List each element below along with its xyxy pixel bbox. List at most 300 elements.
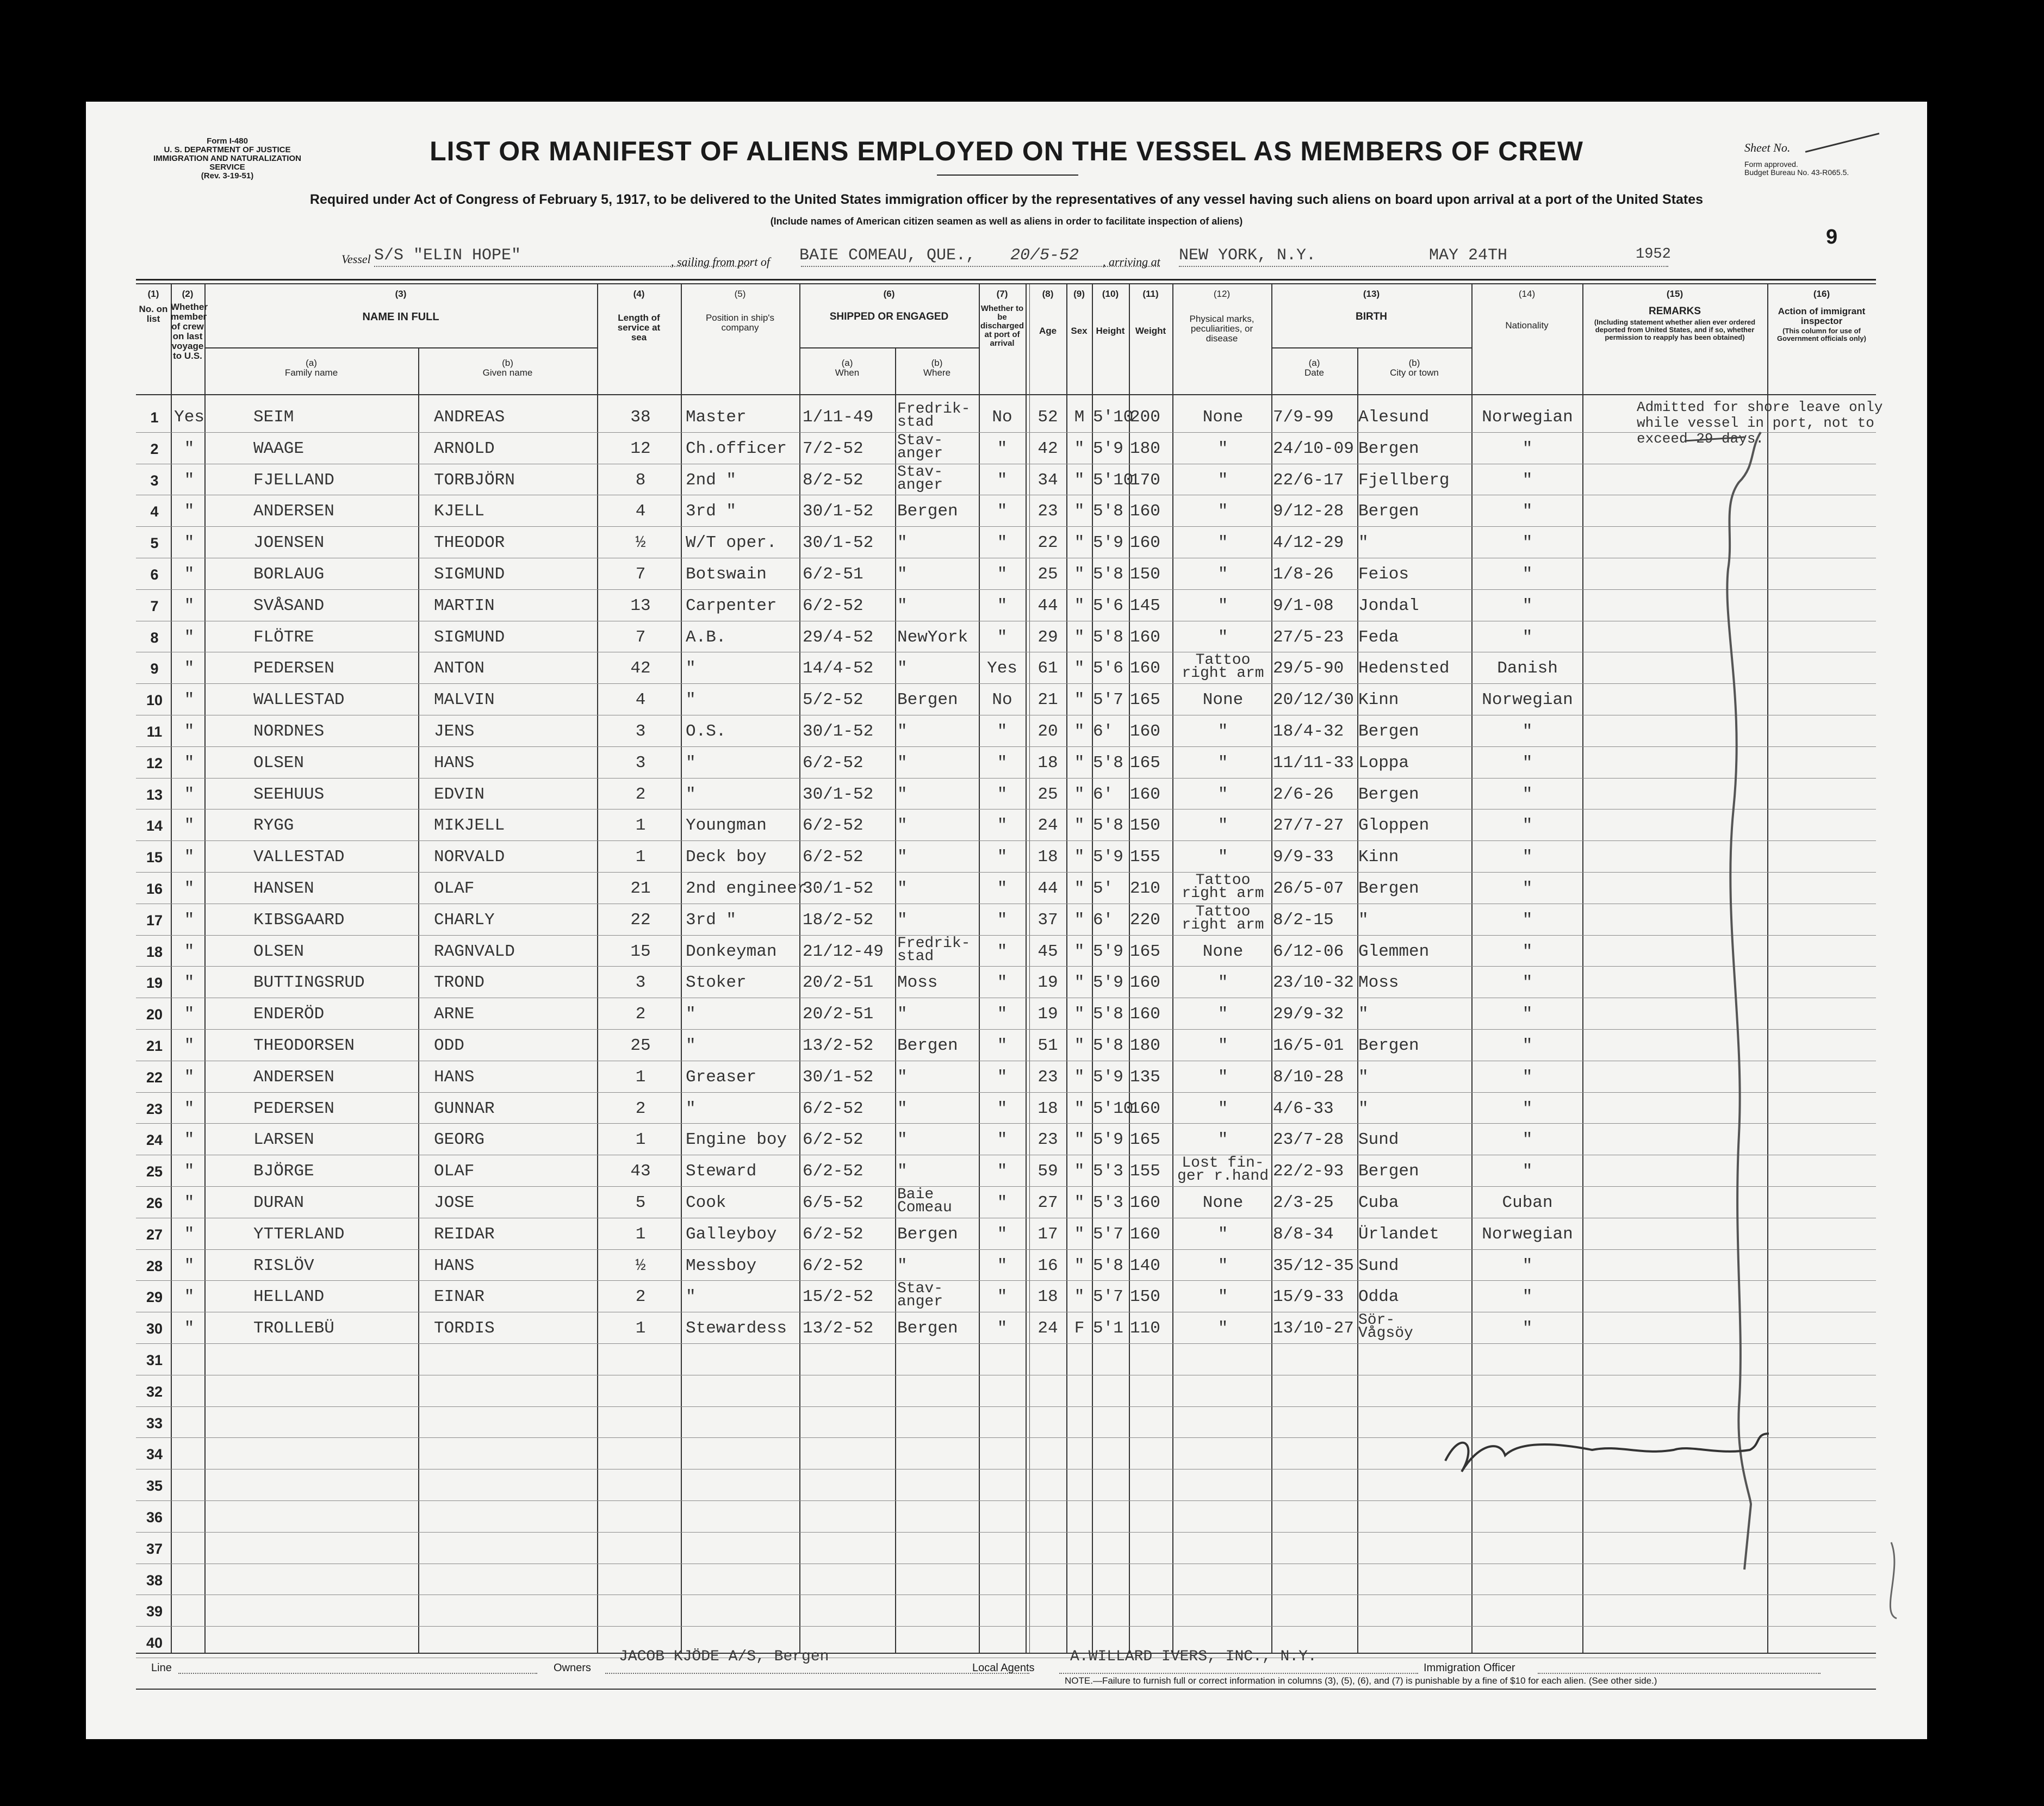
cell-sex: " — [1074, 910, 1085, 930]
cell-bdate: 26/5-07 — [1273, 879, 1344, 898]
cell-bcity: Loppa — [1358, 753, 1409, 773]
cell-marks: " — [1217, 502, 1228, 521]
cell-bcity: " — [1358, 1099, 1369, 1118]
cell-nat: " — [1522, 973, 1533, 993]
cell-service: 2 — [635, 784, 646, 804]
col-title: BIRTH — [1355, 311, 1388, 322]
col-number: (16) — [1813, 289, 1830, 299]
cell-height: 5'8 — [1093, 753, 1123, 773]
cell-bcity: Feios — [1358, 565, 1409, 584]
cell-nat: " — [1522, 627, 1533, 647]
cell-position: Deck boy — [686, 848, 767, 867]
cell-bdate: 8/2-15 — [1273, 910, 1334, 930]
cell-bcity: Ürlandet — [1358, 1224, 1439, 1244]
row-number: 2 — [150, 440, 159, 457]
cell-when: 6/2-52 — [803, 1130, 863, 1150]
cell-sex: M — [1074, 408, 1085, 427]
cell-bdate: 27/5-23 — [1273, 627, 1344, 647]
col-sub-number: (a) — [306, 358, 317, 368]
cell-weight: 150 — [1130, 565, 1160, 584]
footer-owners-label: Owners — [554, 1662, 591, 1674]
cell-weight: 160 — [1130, 1099, 1160, 1118]
row-number: 20 — [146, 1006, 163, 1023]
cell-weight: 150 — [1130, 816, 1160, 836]
cell-bcity: Kinn — [1358, 690, 1399, 710]
handwriting-overlay — [86, 102, 1927, 1739]
cell-weight: 160 — [1130, 722, 1160, 741]
cell-disch: " — [997, 470, 1008, 490]
cell-when: 6/2-52 — [803, 753, 863, 773]
cell-service: 2 — [635, 1287, 646, 1307]
cell-prev: " — [184, 690, 195, 710]
cell-given: HANS — [434, 753, 475, 773]
cell-when: 30/1-52 — [803, 784, 874, 804]
cell-family: THEODORSEN — [253, 1036, 355, 1055]
cell-sex: " — [1074, 470, 1085, 490]
cell-where: NewYork — [897, 627, 968, 647]
cell-prev: " — [184, 627, 195, 647]
cell-weight: 165 — [1130, 942, 1160, 961]
cell-given: TROND — [434, 973, 485, 993]
cell-when: 14/4-52 — [803, 659, 874, 678]
cell-given: MIKJELL — [434, 816, 505, 836]
row-number: 8 — [150, 629, 159, 646]
cell-position: 3rd " — [686, 910, 737, 930]
cell-family: HELLAND — [253, 1287, 325, 1307]
cell-marks: " — [1217, 784, 1228, 804]
cell-height: 6' — [1093, 910, 1114, 930]
cell-disch: " — [997, 816, 1008, 836]
col-number: (11) — [1142, 289, 1159, 299]
cell-position: W/T oper. — [686, 533, 777, 553]
cell-height: 5'7 — [1093, 1224, 1123, 1244]
cell-age: 23 — [1037, 1130, 1058, 1150]
cell-bdate: 35/12-35 — [1273, 1256, 1354, 1275]
cell-marks: " — [1217, 1067, 1228, 1087]
cell-when: 6/2-52 — [803, 1224, 863, 1244]
col-title: Age — [1039, 326, 1057, 336]
cell-position: " — [686, 753, 696, 773]
col-number: (10) — [1102, 289, 1119, 299]
cell-height: 5'9 — [1093, 533, 1123, 553]
row-number: 3 — [150, 472, 159, 489]
cell-family: ENDERÖD — [253, 1005, 325, 1024]
cell-given: EINAR — [434, 1287, 485, 1307]
cell-where: " — [897, 596, 908, 615]
cell-family: OLSEN — [253, 753, 305, 773]
cell-position: 2nd " — [686, 470, 737, 490]
cell-prev: " — [184, 942, 195, 961]
cell-bcity: Moss — [1358, 973, 1399, 993]
cell-height: 5'8 — [1093, 627, 1123, 647]
cell-marks: None — [1202, 690, 1244, 710]
row-number: 23 — [146, 1100, 163, 1117]
cell-marks: " — [1217, 596, 1228, 615]
cell-weight: 170 — [1130, 470, 1160, 490]
cell-sex: " — [1074, 784, 1085, 804]
col-number: (4) — [633, 289, 645, 299]
col-sub-number: (b) — [1408, 358, 1420, 368]
cell-given: MARTIN — [434, 596, 495, 615]
cell-age: 27 — [1037, 1193, 1058, 1212]
cell-marks: " — [1217, 1287, 1228, 1307]
cell-family: FJELLAND — [253, 470, 334, 490]
cell-family: WAAGE — [253, 439, 305, 458]
cell-disch: " — [997, 596, 1008, 615]
col-title: REMARKS — [1648, 306, 1701, 317]
form-number: Form I-480 — [207, 136, 248, 146]
cell-given: JOSE — [434, 1193, 475, 1212]
cell-given: ANTON — [434, 659, 485, 678]
cell-prev: " — [184, 533, 195, 553]
cell-family: FLÖTRE — [253, 627, 314, 647]
sheet-number-label: Sheet No. — [1744, 141, 1791, 154]
cell-disch: " — [997, 942, 1008, 961]
cell-weight: 110 — [1130, 1319, 1160, 1338]
cell-prev: " — [184, 659, 195, 678]
col-sub-number: (a) — [1308, 358, 1320, 368]
col-title: Physical marks, peculiarities, or disease — [1189, 314, 1254, 344]
empty-row-number: 31 — [146, 1352, 163, 1368]
cell-height: 5'6 — [1093, 596, 1123, 615]
cell-prev: " — [184, 753, 195, 773]
cell-bcity: Fjellberg — [1358, 470, 1450, 490]
cell-bdate: 4/12-29 — [1273, 533, 1344, 553]
cell-sex: " — [1074, 596, 1085, 615]
col-title: Whether to be discharged at port of arrival — [980, 304, 1024, 348]
arriving-label: , arriving at — [1103, 255, 1160, 269]
form-department: U. S. DEPARTMENT OF JUSTICE — [164, 145, 291, 154]
cell-bcity: Bergen — [1358, 439, 1419, 458]
row-number: 28 — [146, 1257, 163, 1274]
cell-service: ½ — [635, 1256, 646, 1275]
cell-marks: " — [1217, 533, 1228, 553]
cell-where: Moss — [897, 973, 938, 993]
cell-where: " — [897, 722, 908, 741]
cell-nat: " — [1522, 1162, 1533, 1181]
cell-height: 5'9 — [1093, 439, 1123, 458]
cell-bdate: 18/4-32 — [1273, 722, 1344, 741]
cell-where: " — [897, 1067, 908, 1087]
row-number: 11 — [146, 724, 163, 740]
col-title: Height — [1096, 326, 1125, 336]
cell-given: ODD — [434, 1036, 464, 1055]
cell-height: 5'9 — [1093, 973, 1123, 993]
cell-position: Master — [686, 408, 747, 427]
cell-weight: 160 — [1130, 627, 1160, 647]
cell-family: HANSEN — [253, 879, 314, 898]
cell-service: 3 — [635, 973, 646, 993]
cell-where: " — [897, 848, 908, 867]
row-number: 29 — [146, 1289, 163, 1306]
cell-position: " — [686, 784, 696, 804]
cell-nat: " — [1522, 439, 1533, 458]
vessel-name: S/S "ELIN HOPE" — [374, 246, 521, 265]
cell-where: Fredrik- stad — [897, 401, 971, 431]
cell-position: " — [686, 1099, 696, 1118]
cell-when: 1/11-49 — [803, 408, 874, 427]
cell-weight: 160 — [1130, 784, 1160, 804]
cell-position: " — [686, 1005, 696, 1024]
cell-bcity: Hedensted — [1358, 659, 1450, 678]
empty-row-number: 36 — [146, 1509, 163, 1525]
cell-when: 8/2-52 — [803, 470, 863, 490]
cell-prev: " — [184, 816, 195, 836]
page-title: LIST OR MANIFEST OF ALIENS EMPLOYED ON THE VESSEL AS MEMBERS OF CREW — [430, 136, 1583, 166]
cell-disch: " — [997, 753, 1008, 773]
sailing-date: 20/5-52 — [1010, 246, 1079, 265]
col-note: (This column for use of Government officials only) — [1777, 327, 1866, 342]
cell-age: 44 — [1037, 596, 1058, 615]
cell-service: 13 — [630, 596, 651, 615]
row-number: 14 — [146, 818, 163, 835]
empty-row-number: 38 — [146, 1572, 163, 1589]
form-approved-line: Form approved. — [1744, 160, 1798, 169]
row-number: 21 — [146, 1038, 163, 1054]
cell-nat: " — [1522, 784, 1533, 804]
cell-position: " — [686, 659, 696, 678]
cell-nat: " — [1522, 533, 1533, 553]
cell-weight: 150 — [1130, 1287, 1160, 1307]
cell-where: Stav- anger — [897, 1280, 943, 1311]
cell-where: " — [897, 1256, 908, 1275]
cell-disch: " — [997, 1036, 1008, 1055]
cell-service: 1 — [635, 1130, 646, 1150]
cell-where: " — [897, 1130, 908, 1150]
cell-sex: F — [1074, 1319, 1085, 1338]
cell-nat: " — [1522, 942, 1533, 961]
cell-height: 5'8 — [1093, 816, 1123, 836]
cell-where: Bergen — [897, 502, 958, 521]
cell-weight: 160 — [1130, 502, 1160, 521]
cell-disch: " — [997, 1193, 1008, 1212]
cell-age: 19 — [1037, 973, 1058, 993]
cell-bcity: Kinn — [1358, 848, 1399, 867]
cell-disch: No — [992, 408, 1012, 427]
cell-bcity: Bergen — [1358, 722, 1419, 741]
cell-sex: " — [1074, 973, 1085, 993]
cell-marks: " — [1217, 848, 1228, 867]
cell-where: " — [897, 1099, 908, 1118]
row-number: 15 — [146, 849, 163, 866]
cell-bdate: 20/12/30 — [1273, 690, 1354, 710]
cell-service: 8 — [635, 470, 646, 490]
cell-marks: " — [1217, 627, 1228, 647]
cell-bdate: 1/8-26 — [1273, 565, 1334, 584]
cell-disch: " — [997, 1005, 1008, 1024]
cell-service: 38 — [630, 408, 651, 427]
row-number: 5 — [150, 535, 159, 552]
cell-disch: " — [997, 1130, 1008, 1150]
cell-prev: " — [184, 1130, 195, 1150]
cell-age: 34 — [1037, 470, 1058, 490]
cell-prev: " — [184, 1256, 195, 1275]
cell-family: TROLLEBÜ — [253, 1319, 334, 1338]
cell-sex: " — [1074, 1036, 1085, 1055]
cell-bdate: 9/12-28 — [1273, 502, 1344, 521]
cell-marks: None — [1202, 1193, 1244, 1212]
cell-bcity: " — [1358, 1067, 1369, 1087]
cell-bdate: 13/10-27 — [1273, 1319, 1354, 1338]
cell-height: 5'6 — [1093, 659, 1123, 678]
cell-age: 23 — [1037, 502, 1058, 521]
cell-position: Galleyboy — [686, 1224, 777, 1244]
cell-when: 6/2-52 — [803, 1256, 863, 1275]
cell-sex: " — [1074, 848, 1085, 867]
row-number: 16 — [146, 881, 163, 897]
cell-bcity: Alesund — [1358, 408, 1430, 427]
footer-agents-dots — [1059, 1673, 1418, 1674]
row-number: 13 — [146, 786, 163, 803]
cell-disch: " — [997, 565, 1008, 584]
cell-bcity: Bergen — [1358, 502, 1419, 521]
cell-given: THEODOR — [434, 533, 505, 553]
cell-marks: " — [1217, 1319, 1228, 1338]
cell-age: 25 — [1037, 784, 1058, 804]
cell-position: O.S. — [686, 722, 726, 741]
cell-nat: " — [1522, 470, 1533, 490]
cell-height: 5'8 — [1093, 1036, 1123, 1055]
col-number: (14) — [1518, 289, 1536, 299]
cell-height: 5'9 — [1093, 848, 1123, 867]
cell-position: Carpenter — [686, 596, 777, 615]
cell-weight: 220 — [1130, 910, 1160, 930]
footer-officer-label: Immigration Officer — [1424, 1662, 1515, 1674]
cell-sex: " — [1074, 1005, 1085, 1024]
cell-nat: " — [1522, 722, 1533, 741]
cell-sex: " — [1074, 690, 1085, 710]
cell-where: " — [897, 816, 908, 836]
col-sub-title: Given name — [482, 368, 533, 378]
cell-age: 24 — [1037, 816, 1058, 836]
row-number: 18 — [146, 943, 163, 960]
cell-given: TORBJÖRN — [434, 470, 515, 490]
arrival-port: NEW YORK, N.Y. — [1179, 246, 1316, 265]
cell-bdate: 6/12-06 — [1273, 942, 1344, 961]
cell-age: 23 — [1037, 1067, 1058, 1087]
cell-marks: None — [1202, 408, 1244, 427]
cell-marks: " — [1217, 1130, 1228, 1150]
cell-height: 5'3 — [1093, 1193, 1123, 1212]
cell-where: Bergen — [897, 1224, 958, 1244]
cell-disch: Yes — [987, 659, 1017, 678]
cell-weight: 165 — [1130, 1130, 1160, 1150]
cell-marks: Tattoo right arm — [1182, 903, 1264, 933]
cell-age: 20 — [1037, 722, 1058, 741]
cell-family: BORLAUG — [253, 565, 325, 584]
cell-family: BJÖRGE — [253, 1162, 314, 1181]
col-number: (8) — [1042, 289, 1054, 299]
cell-when: 30/1-52 — [803, 533, 874, 553]
cell-where: " — [897, 1005, 908, 1024]
cell-weight: 140 — [1130, 1256, 1160, 1275]
cell-given: KJELL — [434, 502, 485, 521]
empty-row-number: 35 — [146, 1478, 163, 1494]
cell-when: 30/1-52 — [803, 879, 874, 898]
cell-prev: " — [184, 1036, 195, 1055]
cell-service: 1 — [635, 1224, 646, 1244]
cell-marks: " — [1217, 1005, 1228, 1024]
cell-service: 4 — [635, 502, 646, 521]
cell-age: 18 — [1037, 753, 1058, 773]
cell-given: MALVIN — [434, 690, 495, 710]
cell-service: 1 — [635, 1067, 646, 1087]
cell-disch: " — [997, 1224, 1008, 1244]
cell-sex: " — [1074, 942, 1085, 961]
cell-nat: " — [1522, 1036, 1533, 1055]
cell-where: Fredrik- stad — [897, 935, 971, 965]
cell-where: Bergen — [897, 1036, 958, 1055]
cell-family: PEDERSEN — [253, 659, 334, 678]
cell-service: 1 — [635, 816, 646, 836]
cell-service: 2 — [635, 1005, 646, 1024]
cell-bcity: " — [1358, 533, 1369, 553]
cell-marks: " — [1217, 565, 1228, 584]
row-number: 17 — [146, 912, 163, 929]
cell-sex: " — [1074, 1130, 1085, 1150]
cell-service: 2 — [635, 1099, 646, 1118]
cell-position: Stoker — [686, 973, 747, 993]
cell-prev: " — [184, 973, 195, 993]
cell-family: BUTTINGSRUD — [253, 973, 365, 993]
row-number: 22 — [146, 1069, 163, 1086]
page-subtitle: Required under Act of Congress of February 5, 1917, to be delivered to the United States immigration officer by the representatives of any vessel having such aliens on board upon arrival at a port of the United States — [309, 192, 1704, 207]
cell-family: JOENSEN — [253, 533, 325, 553]
cell-when: 6/2-52 — [803, 1099, 863, 1118]
cell-weight: 180 — [1130, 439, 1160, 458]
cell-height: 5'7 — [1093, 1287, 1123, 1307]
footer-officer-dots — [1538, 1673, 1821, 1674]
cell-bcity: Feda — [1358, 627, 1399, 647]
col-sub-title: Where — [923, 368, 951, 378]
cell-age: 45 — [1037, 942, 1058, 961]
cell-when: 30/1-52 — [803, 1067, 874, 1087]
cell-bdate: 4/6-33 — [1273, 1099, 1334, 1118]
col-title: Length of service at sea — [617, 313, 661, 342]
cell-age: 18 — [1037, 848, 1058, 867]
row-number: 6 — [150, 566, 159, 583]
cell-service: 25 — [630, 1036, 651, 1055]
cell-age: 18 — [1037, 1099, 1058, 1118]
cell-age: 42 — [1037, 439, 1058, 458]
cell-bdate: 2/6-26 — [1273, 784, 1334, 804]
cell-prev: " — [184, 439, 195, 458]
cell-height: 5' — [1093, 879, 1114, 898]
cell-service: 7 — [635, 627, 646, 647]
cell-height: 5'1 — [1093, 1319, 1123, 1338]
row-number: 10 — [146, 692, 163, 709]
cell-sex: " — [1074, 1256, 1085, 1275]
row-number: 9 — [150, 661, 159, 677]
cell-height: 5'8 — [1093, 565, 1123, 584]
cell-sex: " — [1074, 722, 1085, 741]
cell-given: OLAF — [434, 879, 475, 898]
empty-row-number: 32 — [146, 1383, 163, 1400]
cell-family: VALLESTAD — [253, 848, 345, 867]
cell-sex: " — [1074, 439, 1085, 458]
row-number: 1 — [150, 409, 159, 426]
cell-disch: " — [997, 439, 1008, 458]
cell-bcity: Bergen — [1358, 1162, 1419, 1181]
cell-when: 15/2-52 — [803, 1287, 874, 1307]
cell-position: Steward — [686, 1162, 757, 1181]
col-sub-number: (b) — [931, 358, 943, 368]
cell-family: DURAN — [253, 1193, 305, 1212]
cell-nat: " — [1522, 1005, 1533, 1024]
cell-when: 13/2-52 — [803, 1036, 874, 1055]
cell-service: 1 — [635, 1319, 646, 1338]
cell-when: 20/2-51 — [803, 1005, 874, 1024]
